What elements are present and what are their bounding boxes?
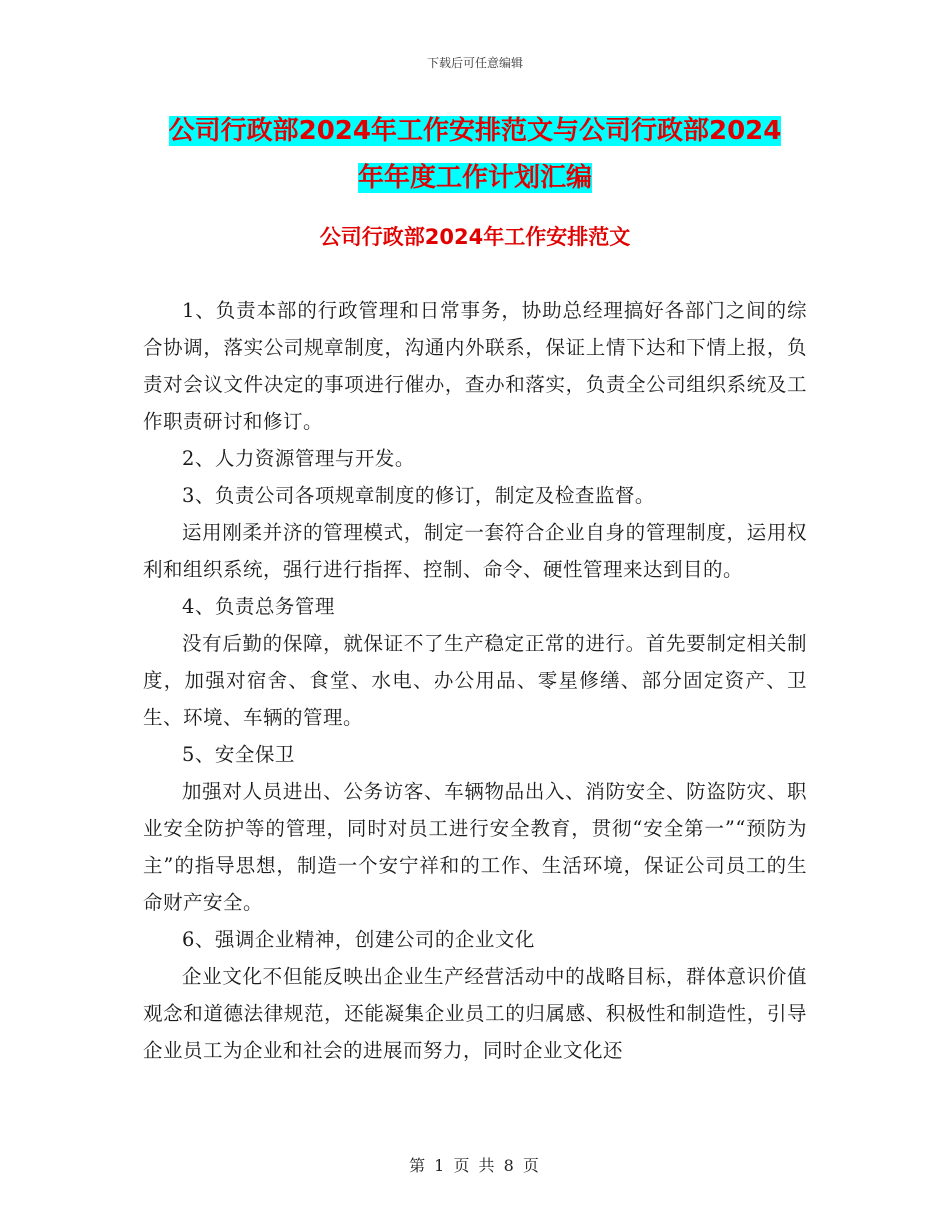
paragraph: 1、负责本部的行政管理和日常事务，协助总经理搞好各部门之间的综合协调，落实公司规章制度，沟通内外联系，保证上情下达和下情上报，负责对会议文件决定的事项进行催办，查办和落实，负责全公司组织系统及工作职责研讨和修订。 — [143, 299, 807, 433]
paragraph: 没有后勤的保障，就保证不了生产稳定正常的进行。首先要制定相关制度，加强对宿舍、食堂、水电、办公用品、零星修缮、部分固定资产、卫生、环境、车辆的管理。 — [143, 632, 807, 729]
document-title — [0, 108, 950, 202]
paragraph: 5、安全保卫 — [182, 743, 295, 766]
paragraph: 企业文化不但能反映出企业生产经营活动中的战略目标，群体意识价值观念和道德法律规范，还能凝集企业员工的归属感、积极性和制造性，引导企业员工为企业和社会的进展而努力，同时企业文化还 — [143, 965, 807, 1062]
paragraph: 3、负责公司各项规章制度的修订，制定及检查监督。 — [182, 484, 655, 507]
document-title-line-2: 年年度工作计划汇编 — [357, 163, 592, 193]
document-title-line-1: 公司行政部2024年工作安排范文与公司行政部2024 — [168, 116, 782, 146]
paragraph: 4、负责总务管理 — [182, 595, 335, 618]
paragraph: 加强对人员进出、公务访客、车辆物品出入、消防安全、防盗防灾、职业安全防护等的管理，同时对员工进行安全教育，贯彻“安全第一”“预防为主”的指导思想，制造一个安宁祥和的工作、生活环境，保证公司员工的生命财产安全。 — [143, 780, 807, 914]
paragraph: 运用刚柔并济的管理模式，制定一套符合企业自身的管理制度，运用权利和组织系统，强行进行指挥、控制、命令、硬性管理来达到目的。 — [143, 521, 807, 581]
paragraph: 6、强调企业精神，创建公司的企业文化 — [182, 928, 535, 951]
document-body — [143, 292, 807, 1069]
paragraph: 2、人力资源管理与开发。 — [182, 447, 415, 470]
page-footer: 第 1 页 共 8 页 — [409, 1156, 541, 1175]
section-title: 公司行政部2024年工作安排范文 — [319, 225, 631, 249]
header-note: 下载后可任意编辑 — [426, 56, 523, 70]
